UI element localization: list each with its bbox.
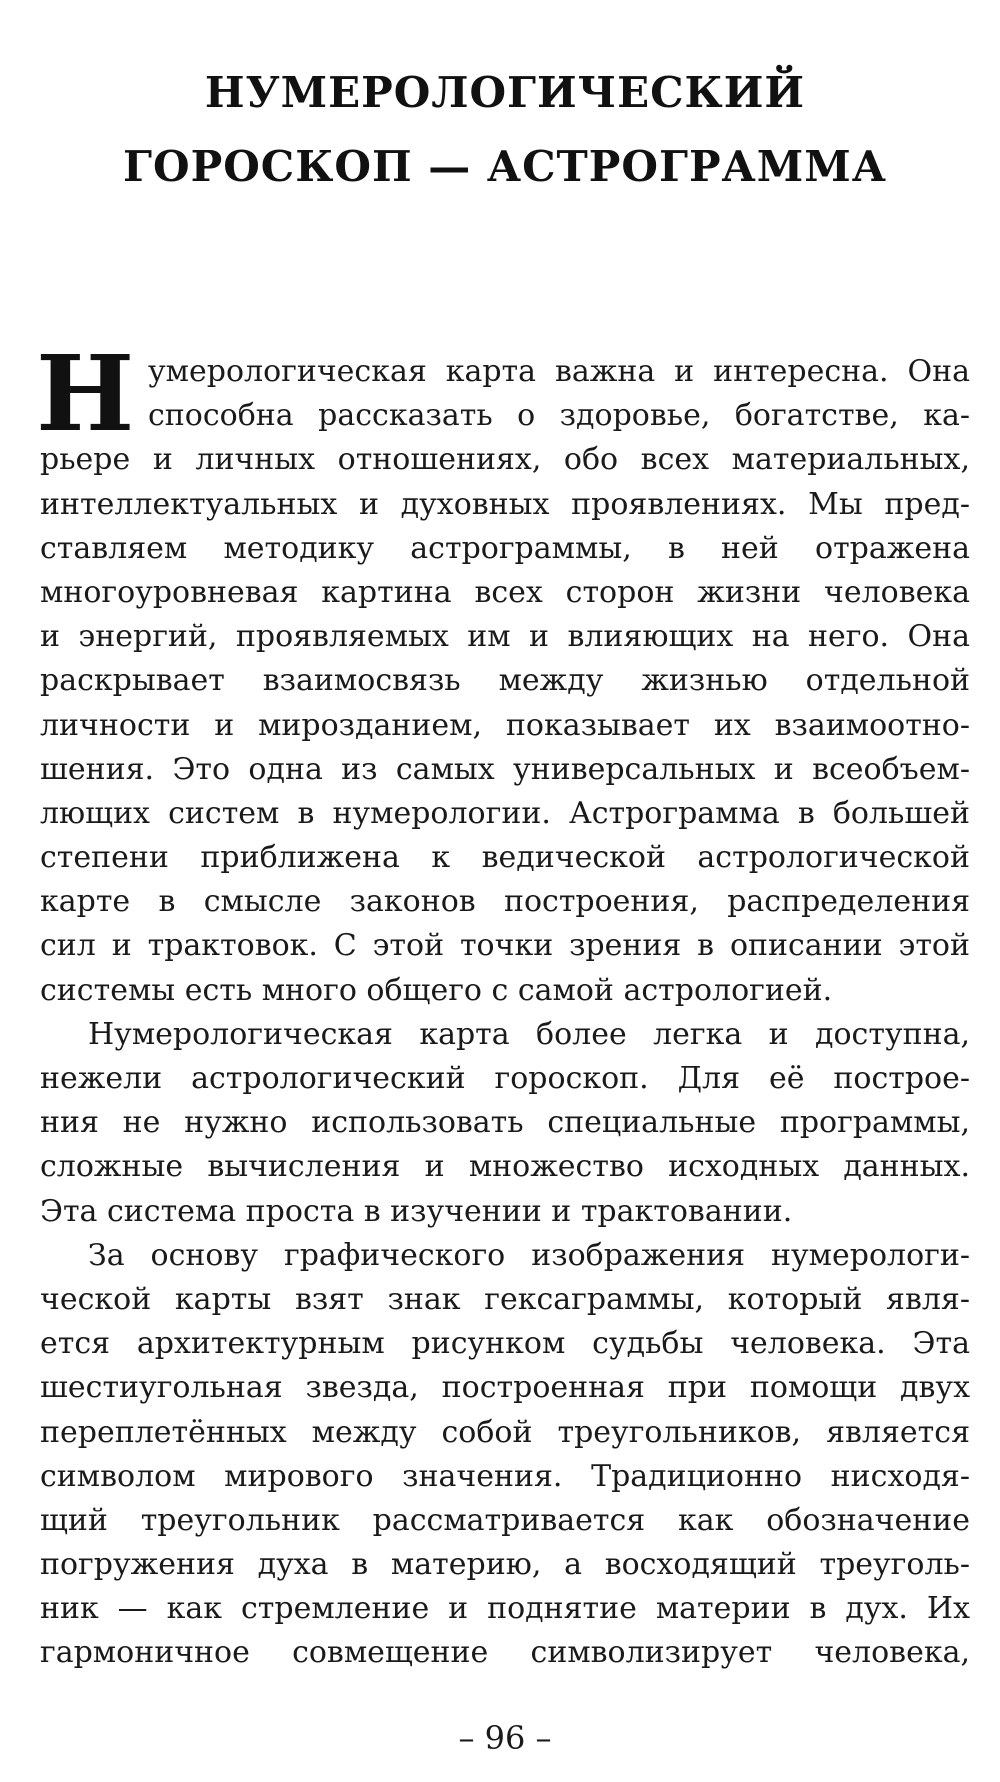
text-line: гармоничное совмещение символизирует человека, [40, 1635, 970, 1671]
page-number: – 96 – [458, 1719, 552, 1757]
text-line: За основу графического изображения нумерологи- [88, 1237, 970, 1273]
text-line: символом мирового значения. Традиционно нисходя- [40, 1458, 970, 1494]
text-line: ния не нужно использовать специальные программы, [40, 1105, 970, 1141]
text-line: ставляем методику астрограммы, в ней отражена [40, 530, 970, 566]
text-line: Нумерологическая карта более легка и доступна, [88, 1016, 970, 1052]
text-line: погружения духа в материю, а восходящий треуголь- [40, 1547, 970, 1583]
text-line: сил и трактовок. С этой точки зрения в описании этой [40, 928, 970, 964]
text-line: шения. Это одна из самых универсальных и всеобъем- [40, 751, 970, 787]
text-line: карте в смысле законов построения, распределения [40, 884, 970, 920]
text-line: нежели астрологический гороскоп. Для её построе- [40, 1061, 970, 1096]
text-line: ческой карты взят знак гексаграммы, который явля- [40, 1281, 970, 1317]
text-line: Эта система проста в изучении и трактовании. [40, 1193, 793, 1229]
text-line: и энергий, проявляемых им и влияющих на него. Она [40, 619, 970, 655]
drop-cap: Н [36, 332, 135, 455]
text-line: ется архитектурным рисунком судьбы человека. Эта [40, 1326, 970, 1362]
text-line: рьере и личных отношениях, обо всех материальных, [40, 442, 970, 478]
title-line-2: ГОРОСКОП — АСТРОГРАММА [123, 142, 887, 191]
text-line: степени приближена к ведической астрологической [40, 840, 970, 876]
text-line: способна рассказать о здоровье, богатстве, ка- [148, 398, 970, 434]
text-line: щий треугольник рассматривается как обозначение [40, 1502, 970, 1538]
text-line: системы есть много общего с самой астрологией. [40, 972, 833, 1008]
text-line: шестиугольная звезда, построенная при помощи двух [40, 1370, 970, 1406]
title-line-1: НУМЕРОЛОГИЧЕСКИЙ [204, 68, 806, 117]
text-line: личности и мирозданием, показывает их взаимоотно- [40, 707, 970, 743]
text-line: переплетённых между собой треугольников, является [40, 1414, 970, 1450]
text-line: лющих систем в нумерологии. Астрограмма в большей [40, 795, 970, 831]
text-line: сложные вычисления и множество исходных данных. [40, 1149, 970, 1185]
book-page [36, 0, 970, 1782]
text-line: умерологическая карта важна и интересна. Она [148, 354, 970, 389]
text-line: раскрывает взаимосвязь между жизнью отдельной [40, 663, 970, 699]
body-text [36, 332, 970, 1676]
text-line: ник — как стремление и поднятие материи в дух. Их [40, 1591, 970, 1627]
page-title [40, 56, 970, 204]
text-line: интеллектуальных и духовных проявлениях. Мы пред- [40, 486, 970, 522]
text-line: многоуровневая картина всех сторон жизни человека [40, 574, 970, 610]
